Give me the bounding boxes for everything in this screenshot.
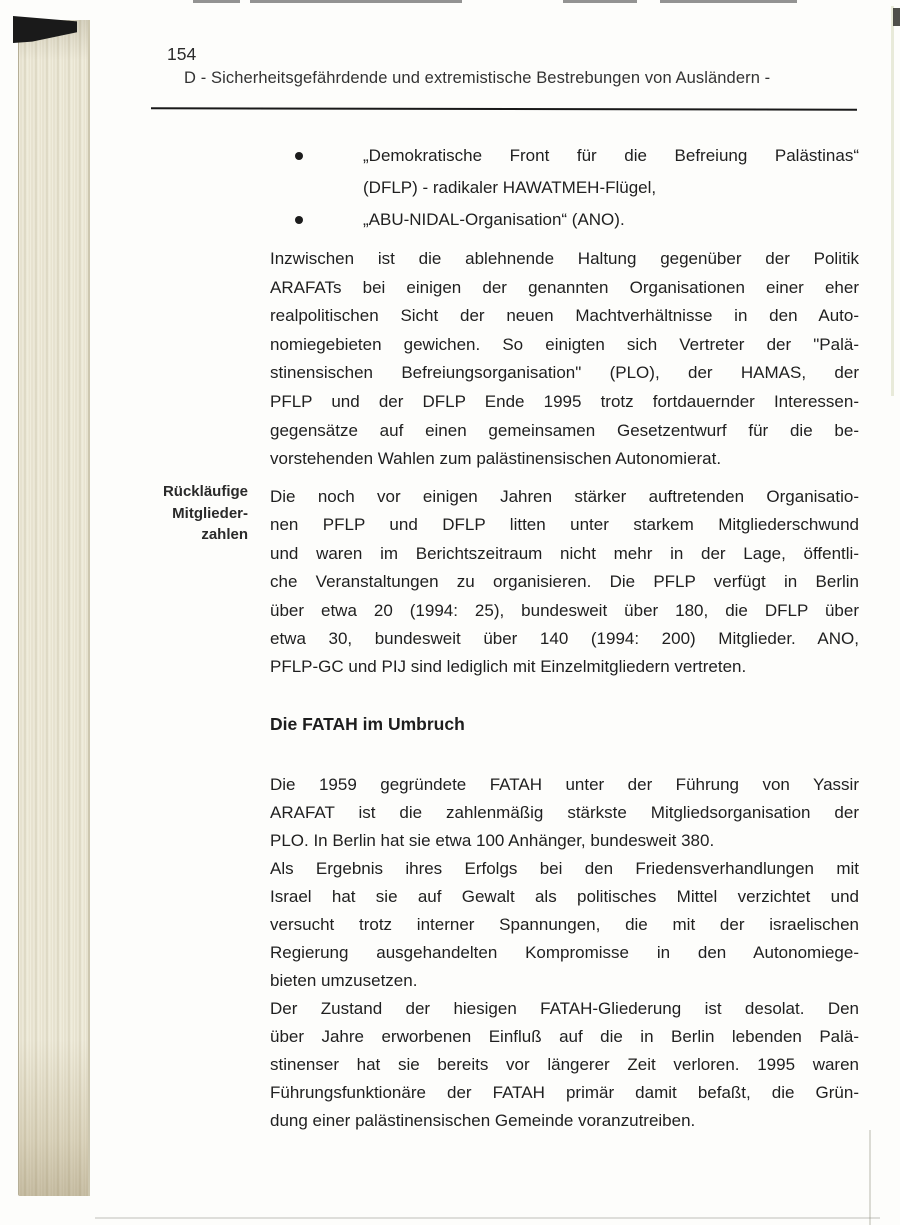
bullet-icon	[295, 216, 303, 224]
book-page-edges-texture	[18, 20, 90, 1196]
text-line: (DFLP) - radikaler HAWATMEH-Flügel,	[363, 178, 657, 197]
bullet-text	[363, 204, 859, 236]
text-line: che Veranstaltungen zu organisieren. Die PFLP verfügt in Berlin	[270, 572, 859, 592]
text-line: realpolitischen Sicht der neuen Machtverhältnisse in den Auto-	[270, 306, 859, 326]
scan-artifact	[95, 1217, 880, 1219]
paragraph-arafat-politics	[270, 245, 859, 474]
text-line: Der Zustand der hiesigen FATAH-Gliederung ist desolat. Den	[270, 999, 859, 1018]
scan-artifact	[893, 8, 900, 26]
text-line: bieten umzusetzen.	[270, 971, 418, 990]
text-line: Israel hat sie auf Gewalt als politisches Mittel verzichtet und	[270, 887, 859, 906]
text-line: dung einer palästinensischen Gemeinde voranzutreiben.	[270, 1111, 696, 1130]
text-line: „Demokratische Front für die Befreiung Palästinas“	[363, 146, 859, 165]
text-line: nomiegebieten gewichen. So einigten sich Vertreter der "Palä-	[270, 334, 859, 354]
text-line: stinenser hat sie bereits vor längerer Zeit verloren. 1995 waren	[270, 1055, 859, 1074]
text-line: gegensätze auf einen gemeinsamen Gesetzentwurf für die be-	[270, 420, 859, 440]
scan-artifact-top-dash	[193, 0, 240, 3]
text-line: über etwa 20 (1994: 25), bundesweit über 180, die DFLP über	[270, 600, 859, 620]
text-line: über Jahre erworbenen Einfluß auf die in Berlin lebenden Palä-	[270, 1027, 859, 1046]
text-line: Als Ergebnis ihres Erfolgs bei den Friedensverhandlungen mit	[270, 859, 859, 878]
header-rule	[151, 107, 857, 110]
text-line: zahlen	[201, 526, 248, 543]
bullet-icon	[295, 152, 303, 160]
text-line: Rückläufige	[162, 483, 248, 500]
text-line: „ABU-NIDAL-Organisation“ (ANO).	[363, 210, 625, 229]
text-line: PFLP-GC und PIJ sind lediglich mit Einzelmitgliedern vertreten.	[270, 657, 747, 677]
section-heading: Die FATAH im Umbruch	[270, 714, 465, 734]
list-item	[270, 140, 859, 204]
margin-note	[95, 481, 248, 546]
text-line: PLO. In Berlin hat sie etwa 100 Anhänger, bundesweit 380.	[270, 831, 715, 850]
text-line: vorstehenden Wahlen zum palästinensischen Autonomierat.	[270, 449, 722, 469]
text-line: Die 1959 gegründete FATAH unter der Führung von Yassir	[270, 775, 859, 794]
text-line: nen PFLP und DFLP litten unter starkem Mitgliederschwund	[270, 515, 859, 535]
paragraph-membership-decline	[270, 483, 859, 682]
text-line: ARAFAT ist die zahlenmäßig stärkste Mitgliedsorganisation der	[270, 803, 859, 822]
scan-artifact-top-dash	[250, 0, 462, 3]
list-item	[270, 204, 859, 236]
scan-edge-line	[891, 6, 894, 396]
text-line: stinensischen Befreiungsorganisation" (PLO), der HAMAS, der	[270, 363, 859, 383]
text-line: versucht trotz interner Spannungen, die mit der israelischen	[270, 915, 859, 934]
text-line: etwa 30, bundesweit über 140 (1994: 200) Mitglieder. ANO,	[270, 629, 859, 649]
paragraph-fatah	[270, 771, 859, 1135]
running-header: D - Sicherheitsgefährdende und extremistische Bestrebungen von Ausländern -	[184, 69, 771, 87]
text-line: PFLP und der DFLP Ende 1995 trotz fortdauernder Interessen-	[270, 391, 859, 411]
page-number: 154	[167, 44, 197, 64]
bullet-list	[270, 140, 859, 236]
scan-artifact	[869, 1130, 871, 1225]
scan-artifact-top-dash	[563, 0, 637, 3]
text-line: Führungsfunktionäre der FATAH primär damit befaßt, die Grün-	[270, 1083, 859, 1102]
bullet-text	[363, 140, 859, 204]
text-line: Mitglieder-	[172, 504, 248, 522]
text-line: und waren im Berichtszeitraum nicht mehr in der Lage, öffentli-	[270, 543, 859, 563]
scan-artifact-top-dash	[660, 0, 797, 3]
text-line: ARAFATs bei einigen der genannten Organisationen einer eher	[270, 277, 859, 297]
text-line: Regierung ausgehandelten Kompromisse in den Autonomiege-	[270, 943, 859, 962]
text-line: Die noch vor einigen Jahren stärker auftretenden Organisatio-	[270, 487, 859, 506]
text-line: Inzwischen ist die ablehnende Haltung gegenüber der Politik	[270, 249, 859, 268]
